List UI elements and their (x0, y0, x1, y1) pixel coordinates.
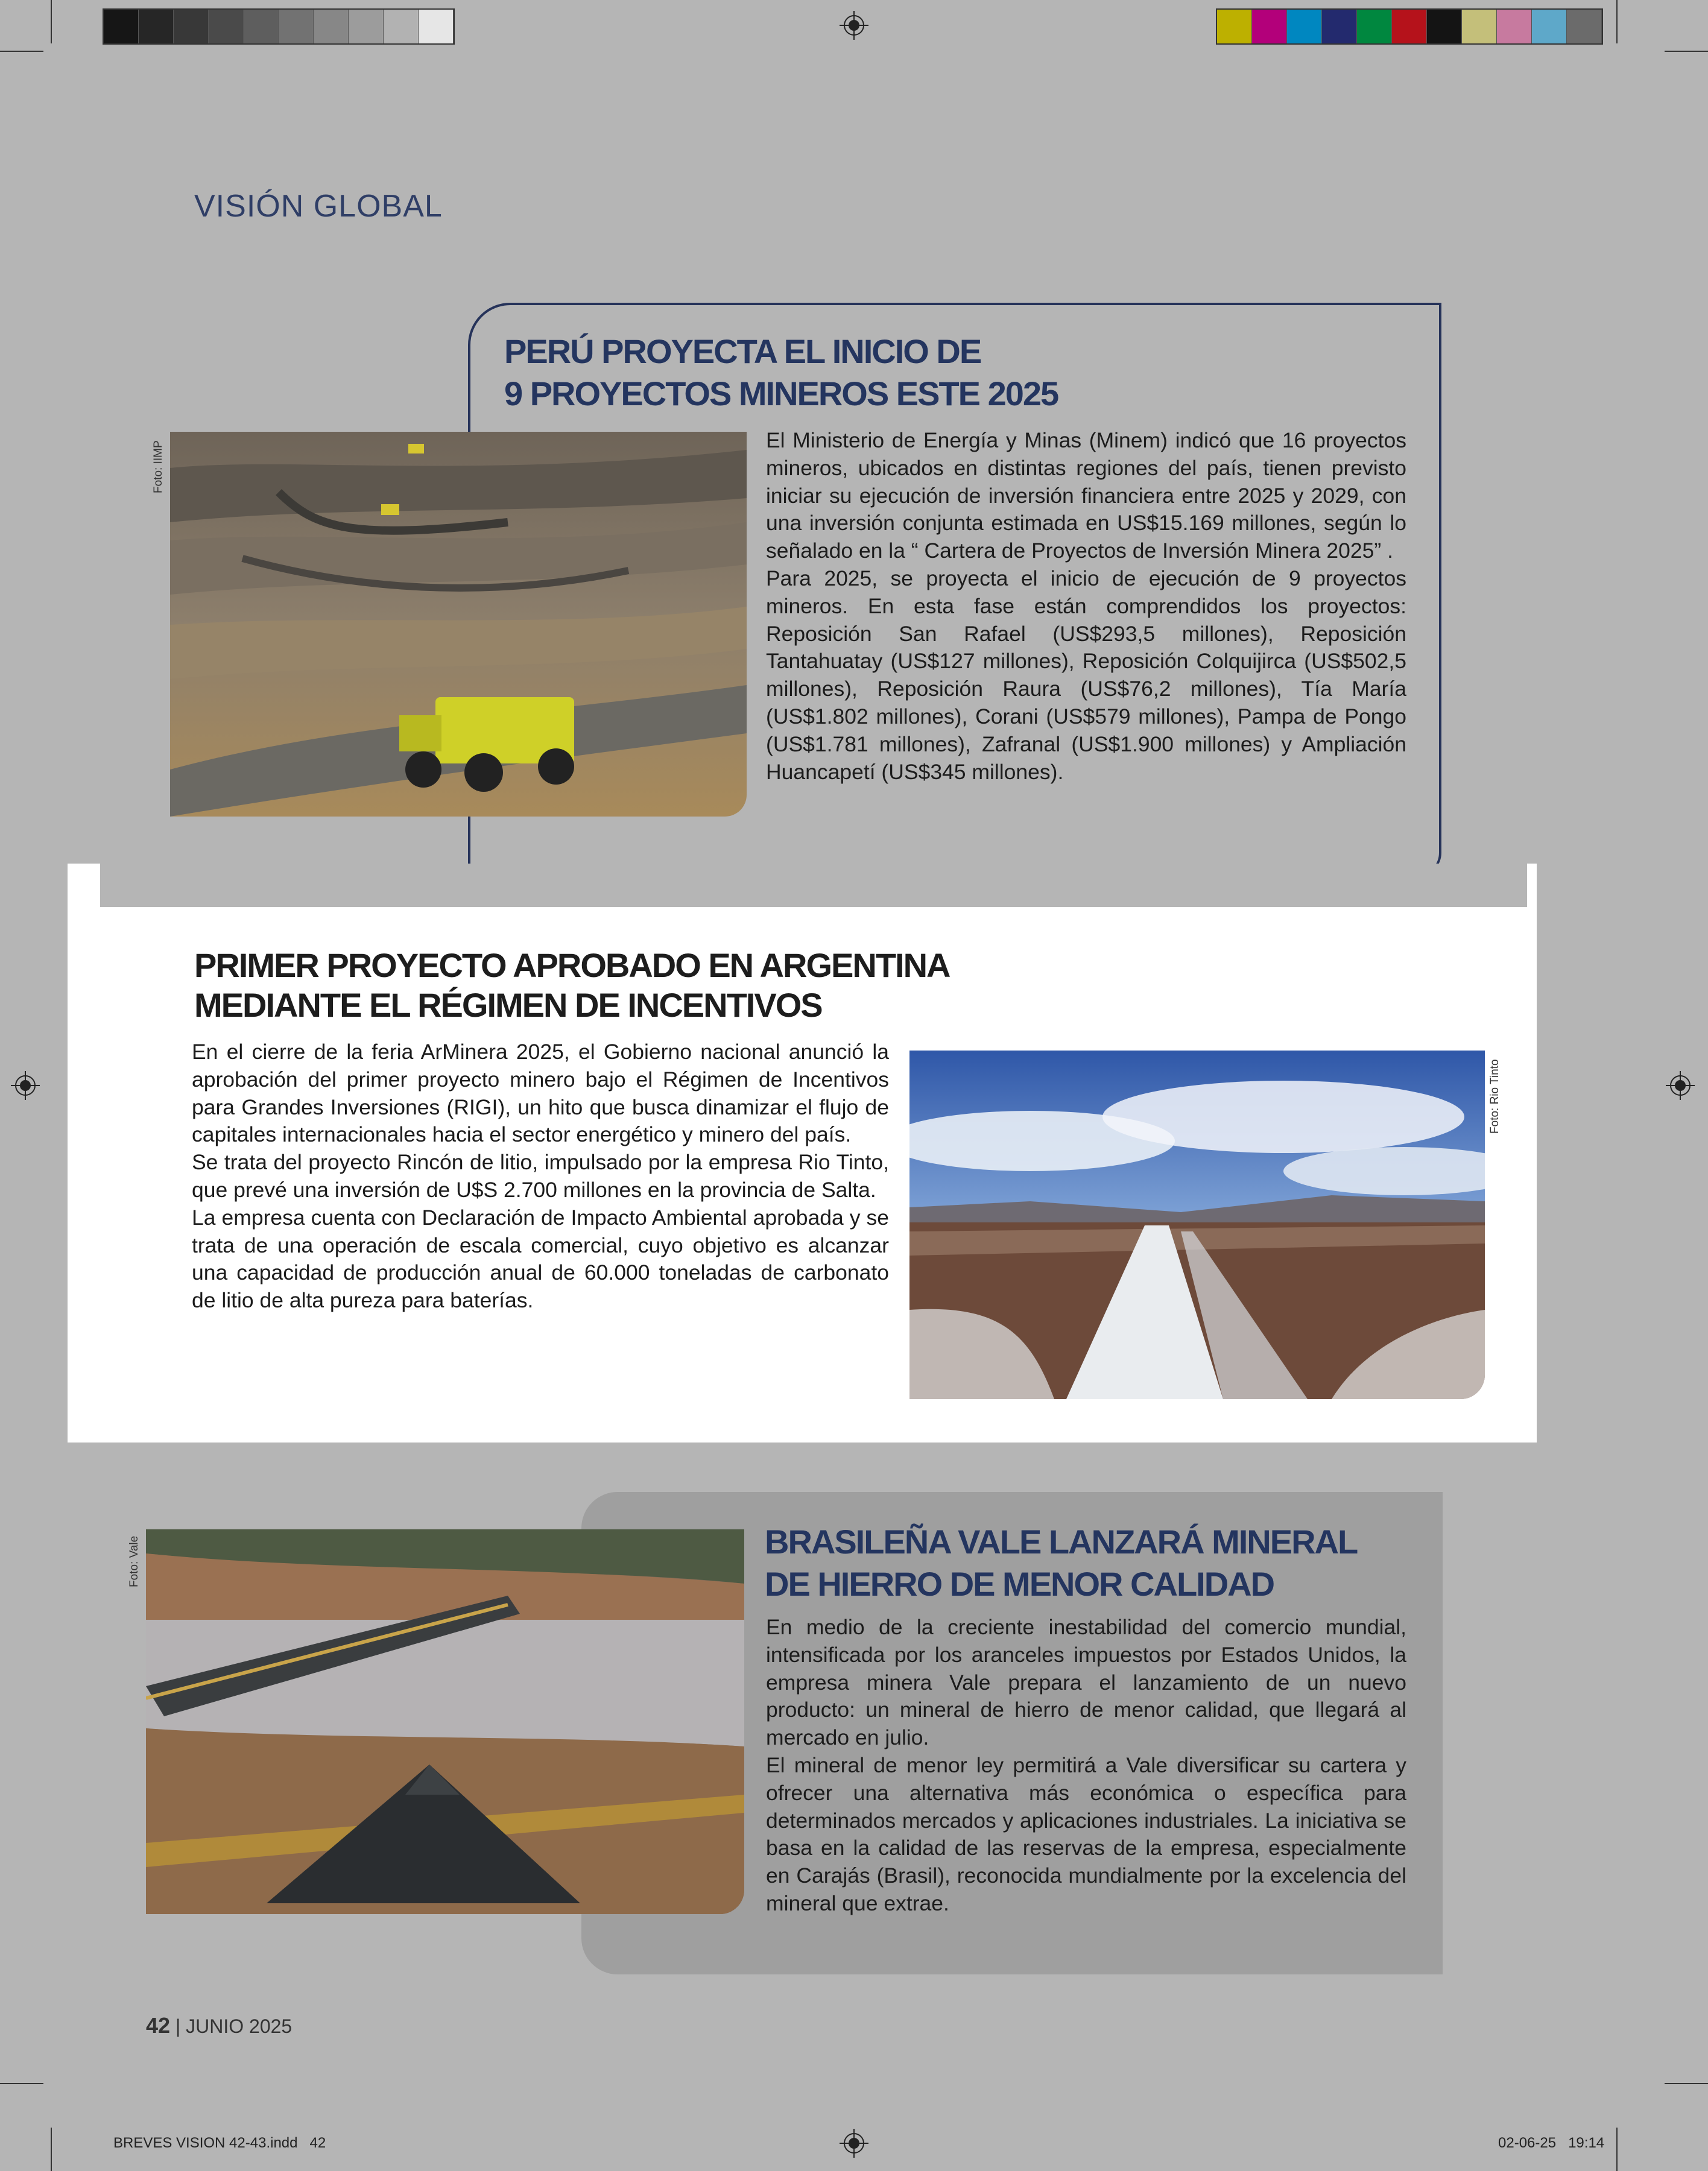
article3-body (766, 1614, 1406, 1918)
grey-swatch (244, 10, 279, 43)
article2-salt-flat-photo (909, 1051, 1485, 1399)
article2-paragraph2: Se trata del proyecto Rincón de litio, impulsado por la empresa Rio Tinto, que prevé una inversión de U$S 2.700 millones en la provincia de Salta. (192, 1150, 889, 1202)
crop-mark (0, 2083, 43, 2084)
article2-body (192, 1038, 889, 1315)
crop-mark (1665, 51, 1708, 52)
page-number: 42 (146, 2013, 171, 2038)
color-swatch (1322, 10, 1357, 43)
article3-title-line1: BRASILEÑA VALE LANZARÁ MINERAL (765, 1523, 1358, 1561)
grey-swatch (209, 10, 244, 43)
article1-body (766, 427, 1406, 786)
article3-iron-ore-photo (146, 1529, 744, 1914)
grey-swatch (314, 10, 349, 43)
color-swatch (1497, 10, 1532, 43)
crop-mark (51, 2128, 52, 2171)
color-swatch (1427, 10, 1462, 43)
article2-paragraph3: La empresa cuenta con Declaración de Impacto Ambiental aprobada y se trata de una operación de escala comercial, cuyo objetivo es alcanzar una capacidad de producción anual de 60.000 toneladas de carbonato de litio de alta pureza para baterías. (192, 1205, 889, 1313)
article1-paragraph1: El Ministerio de Energía y Minas (Minem) indicó que 16 proyectos mineros, ubicados en distintas regiones del país, tienen previsto iniciar su ejecución de inversión financiera entre 2025 y 2029, con una inversión conjunta estimada en US$15.169 millones, según lo señalado en la “ Cartera de Proyectos de Inversión Minera 2025” . (766, 428, 1406, 563)
article1-mine-photo (170, 432, 747, 817)
article3-paragraph1: En medio de la creciente inestabilidad del comercio mundial, intensificada por los aranceles impuestos por Estados Unidos, la empresa minera Vale prepara el lanzamiento de un nuevo producto: un mineral de hierro de menor calidad, que llegará al mercado en julio. (766, 1615, 1406, 1750)
article1-title (504, 330, 1385, 415)
article2-title-line1: PRIMER PROYECTO APROBADO EN ARGENTINA (194, 946, 950, 984)
color-swatch (1217, 10, 1252, 43)
slug-filename: BREVES VISION 42-43.indd 42 (113, 2135, 326, 2151)
crop-mark (1616, 0, 1618, 43)
crop-mark (0, 51, 43, 52)
grey-swatch (384, 10, 419, 43)
article1-photo-credit: Foto: IIMP (152, 440, 165, 493)
grey-swatch (104, 10, 139, 43)
grey-calibration-bar (103, 8, 455, 45)
color-calibration-bar (1216, 8, 1603, 45)
grey-swatch (174, 10, 209, 43)
color-swatch (1252, 10, 1287, 43)
color-swatch (1392, 10, 1427, 43)
crop-mark (51, 0, 52, 43)
article3-title-line2: DE HIERRO DE MENOR CALIDAD (765, 1565, 1274, 1603)
color-swatch (1287, 10, 1322, 43)
article2-top-gap (100, 864, 1527, 907)
article2-photo-credit: Foto: Rio Tinto (1488, 1059, 1501, 1134)
registration-mark-icon (1666, 1071, 1695, 1100)
color-swatch (1532, 10, 1567, 43)
article1-title-line1: PERÚ PROYECTA EL INICIO DE (504, 332, 981, 370)
page-folio (146, 2013, 292, 2038)
registration-mark-icon (11, 1071, 40, 1100)
registration-mark-icon (840, 2129, 868, 2158)
color-swatch (1462, 10, 1497, 43)
slug-date: 02-06-25 19:14 (1498, 2135, 1605, 2151)
color-swatch (1357, 10, 1392, 43)
grey-swatch (419, 10, 454, 43)
crop-mark (1665, 2083, 1708, 2084)
article2-paragraph1: En el cierre de la feria ArMinera 2025, el Gobierno nacional anunció la aprobación del primer proyecto minero bajo el Régimen de Incentivos para Grandes Inversiones (RIGI), un hito que busca dinamizar el flujo de capitales internacionales hacia el sector energético y minero del país. (192, 1040, 889, 1147)
grey-swatch (349, 10, 384, 43)
registration-mark-icon (840, 11, 868, 40)
article2-title-line2: MEDIANTE EL RÉGIMEN DE INCENTIVOS (194, 986, 822, 1024)
article2-title (194, 946, 1099, 1025)
section-label: VISIÓN GLOBAL (194, 189, 443, 224)
article1-title-line2: 9 PROYECTOS MINEROS ESTE 2025 (504, 374, 1058, 412)
grey-swatch (279, 10, 314, 43)
article3-paragraph2: El mineral de menor ley permitirá a Vale diversificar su cartera y ofrecer una alternativa más económica o específica para determinados mercados y aplicaciones industriales. La iniciativa se basa en la calidad de las reservas de la empresa, especialmente en Carajás (Brasil), reconocida mundialmente por la excelencia del mineral que extrae. (766, 1752, 1406, 1915)
color-swatch (1567, 10, 1602, 43)
issue-date: JUNIO 2025 (186, 2015, 293, 2037)
grey-swatch (139, 10, 174, 43)
folio-separator: | (175, 2015, 181, 2037)
article3-title (765, 1521, 1440, 1605)
article1-paragraph2: Para 2025, se proyecta el inicio de ejecución de 9 proyectos mineros. En esta fase están comprendidos los proyectos: Reposición San Rafael (US$293,5 millones), Reposición Tantahuatay (US$127 millones), Reposición Colquijirca (US$502,5 millones), Reposición Raura (US$76,2 millones), Tía María (US$1.802 millones), Corani (US$579 millones), Pampa de Pongo (US$1.781 millones), Zafranal (US$1.900 millones) y Ampliación Huancapetí (US$345 millones). (766, 566, 1406, 784)
article3-photo-credit: Foto: Vale (128, 1535, 141, 1587)
crop-mark (1616, 2128, 1618, 2171)
